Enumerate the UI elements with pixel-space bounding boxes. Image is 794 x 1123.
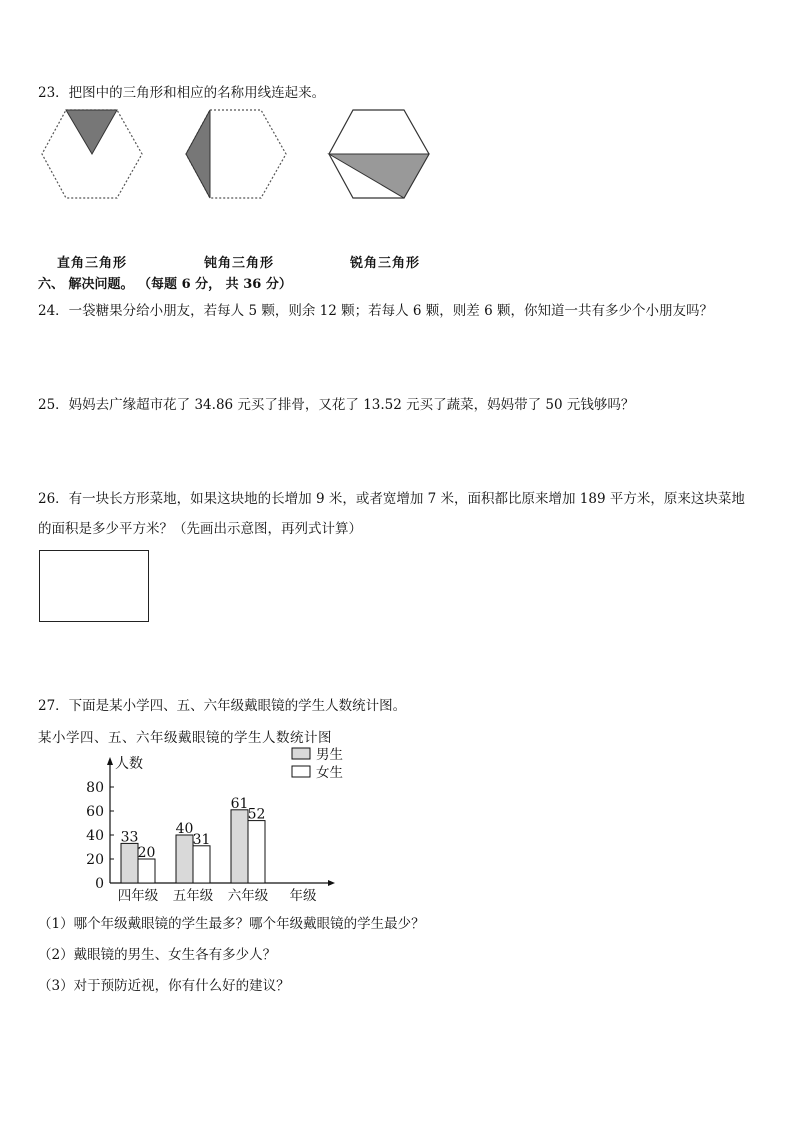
x-axis-arrow [328,880,335,886]
q27-sub3: （3）对于预防近视，你有什么好的建议？ [38,978,290,994]
section-heading: 六、 解决问题。 （每题 6 分， 共 36 分） [38,277,292,292]
q26-line1: 26．有一块长方形菜地，如果这块地的长增加 9 米，或者宽增加 7 米，面积都比原来增加 189 平方米，原来这块菜地 [38,491,745,507]
sketch-box [39,550,149,622]
bar [176,835,193,883]
bar-value-label: 33 [120,829,139,846]
bar-value-label: 61 [230,795,249,812]
x-tick-label: 六年级 [227,888,269,904]
bar [121,843,138,883]
y-axis-label: 人数 [115,756,143,772]
bar [193,846,210,883]
q27-sub1: （1）哪个年级戴眼镜的学生最多？哪个年级戴眼镜的学生最少？ [38,916,425,932]
y-axis-arrow [107,757,113,765]
q26-line2: 的面积是多少平方米？（先画出示意图，再列式计算） [38,521,362,537]
triangle-figures [40,108,440,202]
legend-label: 女生 [316,765,343,781]
q27-text: 27．下面是某小学四、五、六年级戴眼镜的学生人数统计图。 [38,698,407,714]
bar [231,810,248,883]
hexagon-figure-2 [186,110,286,198]
bar-chart [38,728,368,906]
bar-value-label: 52 [247,806,266,823]
legend-swatch [292,748,310,759]
legend-label: 男生 [316,747,343,763]
bar-value-label: 31 [192,831,211,848]
y-tick-label: 80 [86,780,104,796]
chart-title: 某小学四、五、六年级戴眼镜的学生人数统计图 [38,730,332,746]
label-obtuse-triangle: 钝角三角形 [204,256,275,271]
bar-value-label: 20 [137,845,156,861]
q23-text: 23．把图中的三角形和相应的名称用线连起来。 [38,85,326,101]
x-axis-label: 年级 [289,888,317,904]
bar-value-label: 40 [175,821,194,837]
legend-swatch [292,766,310,777]
x-tick-label: 五年级 [172,888,214,904]
bar [138,859,155,883]
q27-sub2: （2）戴眼镜的男生、女生各有多少人？ [38,947,277,963]
y-tick-label: 60 [86,804,104,820]
label-acute-triangle: 锐角三角形 [350,256,421,271]
y-tick-label: 0 [95,876,104,892]
bar [248,821,265,883]
y-tick-label: 40 [86,828,104,844]
hexagon-figure-1 [42,110,142,198]
x-tick-label: 四年级 [117,888,159,904]
y-tick-label: 20 [86,852,104,868]
q24-text: 24．一袋糖果分给小朋友，若每人 5 颗，则余 12 颗；若每人 6 颗，则差 6 颗，你知道一共有多少个小朋友吗？ [38,303,713,319]
q25-text: 25．妈妈去广缘超市花了 34.86 元买了排骨，又花了 13.52 元买了蔬菜，妈妈带了 50 元钱够吗？ [38,397,635,413]
hexagon-figure-3 [329,110,429,198]
label-right-triangle: 直角三角形 [57,256,128,271]
